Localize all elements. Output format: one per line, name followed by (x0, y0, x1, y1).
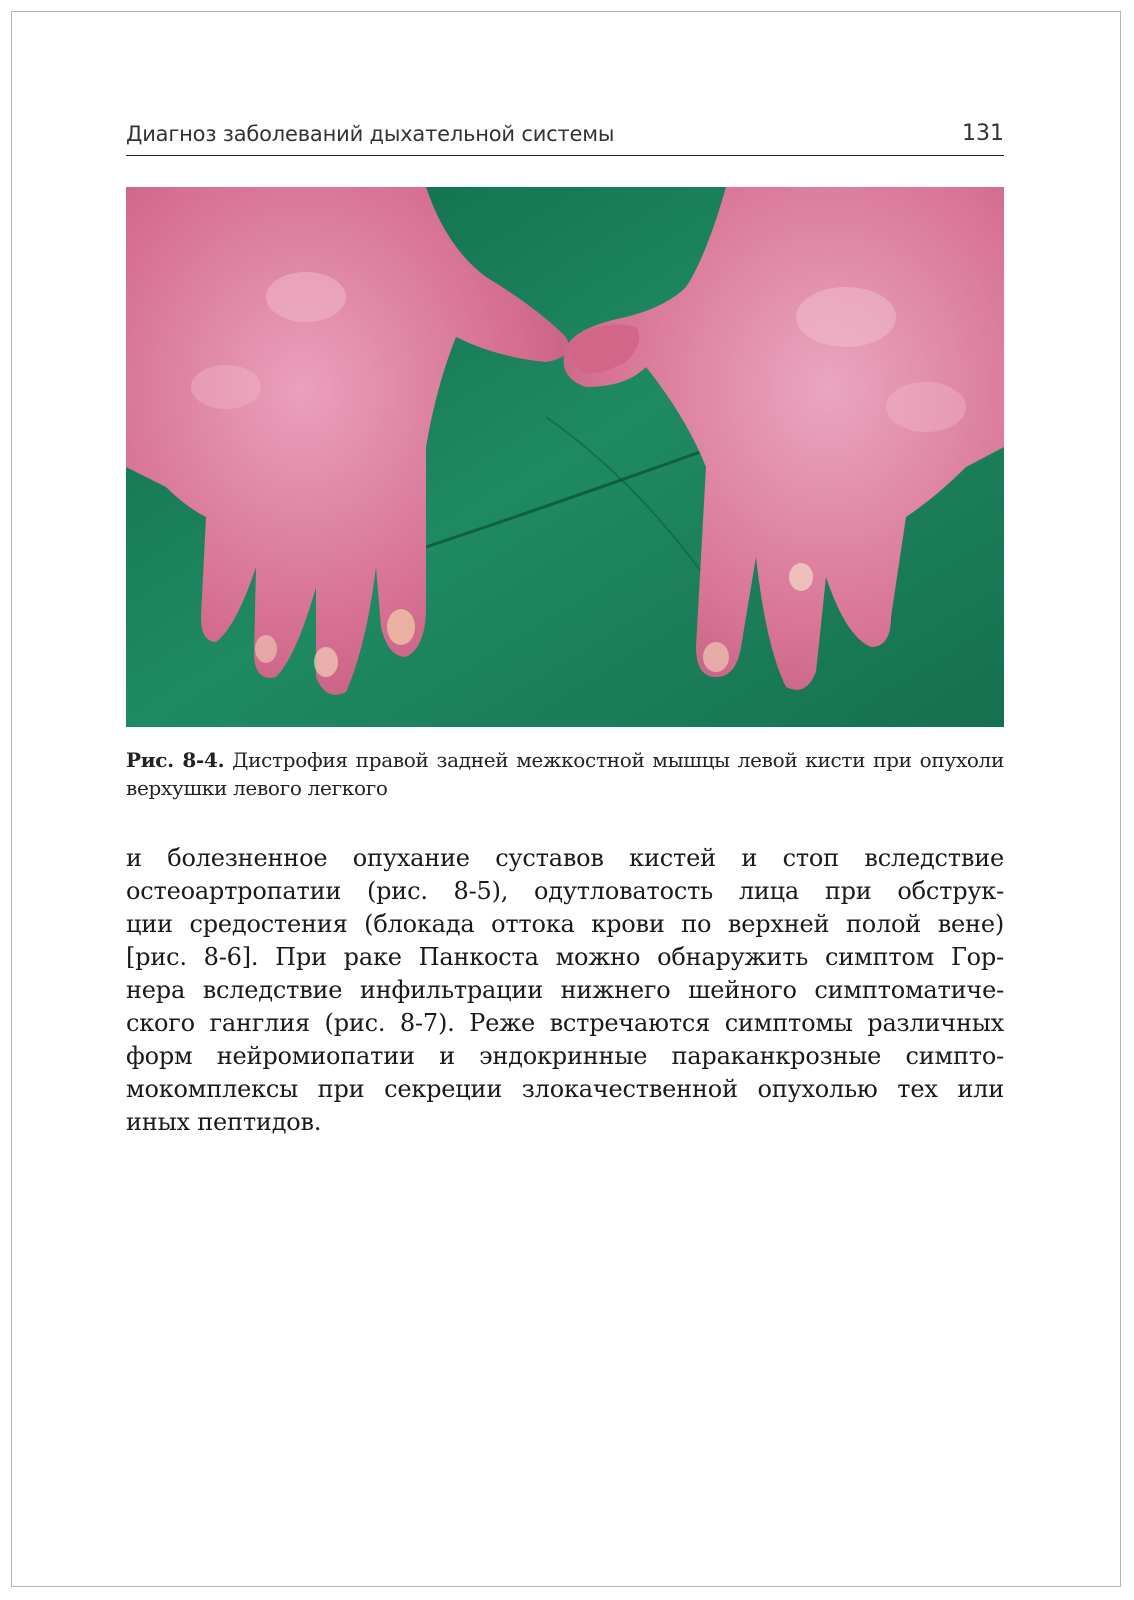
body-line: иных пептидов. (126, 1108, 322, 1136)
body-line: [рис. 8-6]. При раке Панкоста можно обнаружить симптом Гор- (126, 943, 1004, 971)
running-header (126, 120, 1004, 156)
body-line: ции средостения (блокада оттока крови по верхней полой вене) (126, 910, 1004, 938)
page-number: 131 (962, 121, 1004, 146)
body-line: нера вследствие инфильтрации нижнего шейного симптоматиче- (126, 976, 1004, 1004)
body-line: остеоартропатии (рис. 8-5), одутловатость лица при обструк- (126, 877, 1004, 905)
figure-photo-hands (126, 187, 1004, 727)
figure-label: Рис. 8-4. (126, 748, 225, 772)
body-line: форм нейромиопатии и эндокринные параканкрозные симпто- (126, 1042, 1004, 1070)
running-title: Диагноз заболеваний дыхательной системы (126, 122, 615, 146)
body-line: ского ганглия (рис. 8-7). Реже встречаются симптомы различных (126, 1009, 1004, 1037)
body-paragraph (126, 842, 1004, 1139)
hands-photo-illustration (126, 187, 1004, 727)
figure-caption (126, 746, 1004, 802)
body-line: и болезненное опухание суставов кистей и стоп вследствие (126, 844, 1004, 872)
figure-caption-text: Дистрофия правой задней межкостной мышцы левой кисти при опухоли верхушки левого легкого (126, 748, 1004, 800)
body-line: мокомплексы при секреции злокачественной опухолью тех или (126, 1075, 1004, 1103)
